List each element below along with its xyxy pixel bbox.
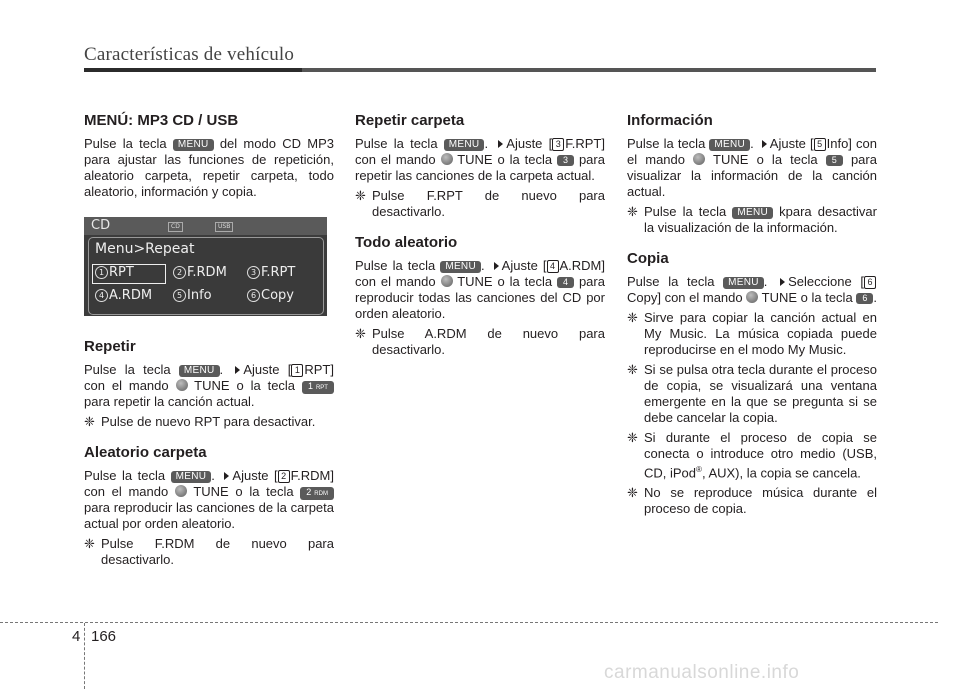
- aleatorio-note: ❈ Pulse F.RDM de nuevo para desactivarlo.: [84, 536, 334, 567]
- arrow-right-icon: [494, 262, 499, 270]
- chapter-number: 4: [72, 628, 81, 645]
- lcd-item-copy: 6 Copy: [247, 288, 294, 304]
- section-title-copia: Copia: [627, 250, 669, 267]
- watermark: carmanualsonline.info: [604, 662, 800, 683]
- lcd-item-info: 5 Info: [173, 288, 212, 304]
- key-1-rpt-icon: 1 RPT: [302, 381, 334, 394]
- copia-note-3: ❈ Si durante el proceso de copia se conecta o introduce otro medio (USB, CD, iPod®, AUX), la copia se cancela.: [627, 430, 877, 481]
- lcd-item-rpt: 1 RPT: [95, 265, 134, 281]
- key-5-icon: 5: [826, 155, 843, 166]
- lcd-item-frpt: 3 F.RPT: [247, 265, 295, 281]
- key-3-icon: 3: [557, 155, 574, 166]
- menu-key-icon: MENU: [723, 277, 764, 289]
- repetir-paragraph: Pulse la tecla MENU . Ajuste [ 1 RPT] con el mando TUNE o la tecla 1 RPT para repetir la canción actual.: [84, 362, 334, 409]
- number-6-icon: 6: [864, 276, 876, 289]
- number-5-icon: 5: [814, 138, 826, 151]
- informacion-note: ❈ Pulse la tecla MENU kpara desactivar la visualización de la información.: [627, 204, 877, 235]
- tune-knob-icon: [175, 485, 187, 497]
- lcd-cd-badge: CD: [168, 222, 183, 232]
- menu-key-icon: MENU: [179, 365, 220, 377]
- arrow-right-icon: [780, 278, 785, 286]
- arrow-right-icon: [224, 472, 229, 480]
- lcd-display-image: [84, 217, 327, 316]
- key-4-icon: 4: [557, 277, 574, 288]
- menu-key-icon: MENU: [732, 207, 773, 219]
- column-1: [84, 112, 334, 568]
- footer-divider: [84, 623, 85, 689]
- arrow-right-icon: [235, 366, 240, 374]
- section-title-todo-aleatorio: Todo aleatorio: [355, 234, 458, 251]
- menu-key-icon: MENU: [440, 261, 481, 273]
- tune-knob-icon: [176, 379, 188, 391]
- informacion-paragraph: Pulse la tecla MENU . Ajuste [ 5 Info] con el mando TUNE o la tecla 5 para visualizar la información de la canción actual.: [627, 136, 877, 199]
- number-1-icon: 1: [291, 364, 303, 377]
- copia-note-4: ❈ No se reproduce música durante el proceso de copia.: [627, 485, 877, 517]
- intro-paragraph: Pulse la tecla MENU del modo CD MP3 para ajustar las funciones de repetición, aleatorio carpeta, repetir carpeta, todo aleatorio, información y copia.: [84, 136, 334, 199]
- repetir-carpeta-note: ❈ Pulse F.RPT de nuevo para desactivarlo.: [355, 188, 605, 219]
- todo-aleatorio-note: ❈ Pulse A.RDM de nuevo para desactivarlo.: [355, 326, 605, 357]
- lcd-item-frdm: 2 F.RDM: [173, 265, 227, 281]
- key-6-icon: 6: [856, 293, 873, 304]
- header-title: Características de vehículo: [84, 44, 295, 65]
- lcd-mode-label: CD: [91, 218, 111, 233]
- column-2: [355, 112, 605, 358]
- key-2-rdm-icon: 2 RDM: [300, 487, 334, 500]
- arrow-right-icon: [762, 140, 767, 148]
- lcd-item-ardm: 4 A.RDM: [95, 288, 152, 304]
- menu-key-icon: MENU: [444, 139, 485, 151]
- lcd-screen: [88, 237, 324, 315]
- lcd-menu-title: Menu>Repeat: [95, 241, 195, 257]
- aleatorio-paragraph: Pulse la tecla MENU . Ajuste [ 2 F.RDM] con el mando TUNE o la tecla 2 RDM para reproducir las canciones de la carpeta actual por orden aleatorio.: [84, 468, 334, 531]
- header-rule-accent: [84, 68, 302, 72]
- repetir-note: ❈ Pulse de nuevo RPT para desactivar.: [84, 414, 316, 429]
- arrow-right-icon: [498, 140, 503, 148]
- menu-key-icon: MENU: [709, 139, 750, 151]
- tune-knob-icon: [693, 153, 705, 165]
- lcd-usb-badge: USB: [215, 222, 233, 232]
- menu-key-icon: MENU: [173, 139, 214, 151]
- todo-aleatorio-paragraph: Pulse la tecla MENU . Ajuste [ 4 A.RDM] con el mando TUNE o la tecla 4 para reproducir todas las canciones del CD por orden aleatorio.: [355, 258, 605, 321]
- section-title-menu: MENÚ: MP3 CD / USB: [84, 112, 239, 129]
- section-title-informacion: Información: [627, 112, 713, 129]
- section-title-aleatorio-carpeta: Aleatorio carpeta: [84, 444, 207, 461]
- number-2-icon: 2: [278, 470, 290, 483]
- section-title-repetir-carpeta: Repetir carpeta: [355, 112, 465, 129]
- footer-rule: [0, 622, 938, 623]
- column-3: [627, 112, 877, 517]
- page-number: 166: [91, 628, 117, 645]
- menu-key-icon: MENU: [171, 471, 212, 483]
- tune-knob-icon: [441, 153, 453, 165]
- copia-note-1: ❈ Sirve para copiar la canción actual en My Music. La música copiada puede reproducirse en el modo My Music.: [627, 310, 877, 357]
- copia-paragraph: Pulse la tecla MENU . Seleccione [ 6Copy] con el mando TUNE o la tecla 6 .: [627, 274, 877, 305]
- repetir-carpeta-paragraph: Pulse la tecla MENU . Ajuste [ 3 F.RPT] con el mando TUNE o la tecla 3 para repetir las canciones de la carpeta actual.: [355, 136, 605, 183]
- tune-knob-icon: [441, 275, 453, 287]
- copia-note-2: ❈ Si se pulsa otra tecla durante el proceso de copia, se visualizará una ventana emergente en la que se pregunta si se debe cancelar la copia.: [627, 362, 877, 425]
- number-3-icon: 3: [552, 138, 564, 151]
- number-4-icon: 4: [547, 260, 559, 273]
- lcd-top-bar: [84, 217, 327, 235]
- section-title-repetir: Repetir: [84, 338, 136, 355]
- tune-knob-icon: [746, 291, 758, 303]
